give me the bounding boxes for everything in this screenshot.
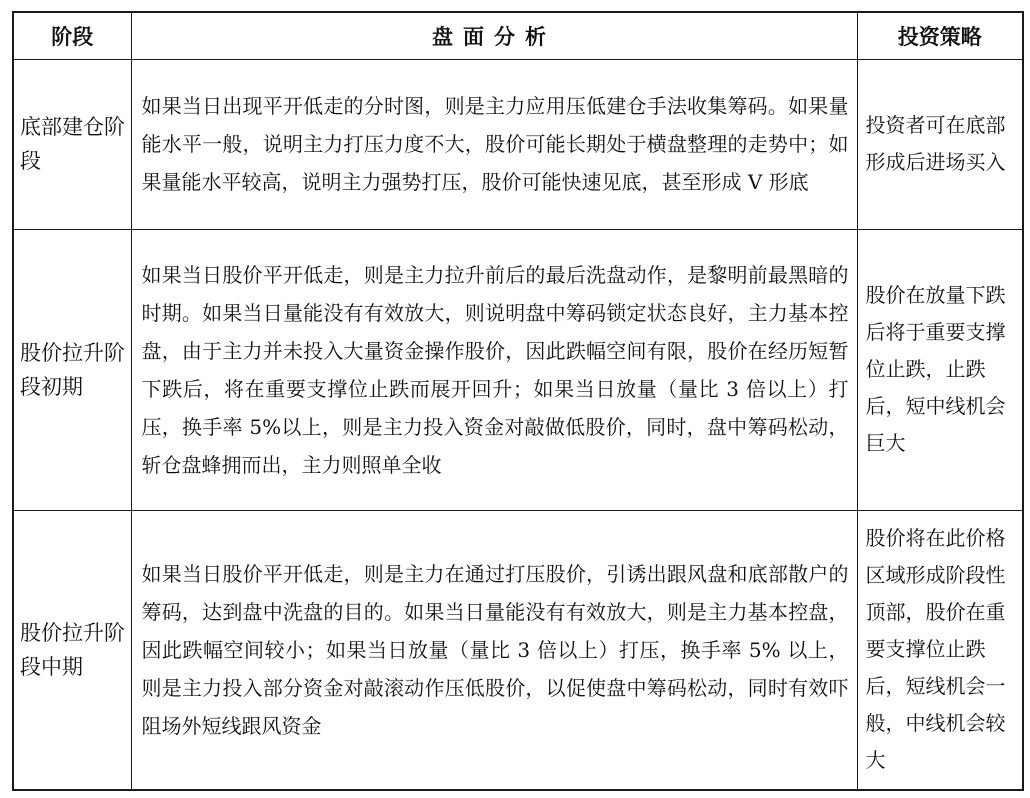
stage-cell: 股价拉升阶段中期 [13, 510, 131, 790]
table-row [13, 59, 1023, 229]
table-row [13, 229, 1023, 510]
stage-cell: 股价拉升阶段初期 [13, 229, 131, 510]
strategy-cell: 股价将在此价格区域形成阶段性顶部，股价在重要支撑位止跌后，短线机会一般，中线机会较大 [857, 510, 1023, 790]
stage-cell: 底部建仓阶段 [13, 59, 131, 229]
strategy-cell: 投资者可在底部形成后进场买入 [857, 59, 1023, 229]
header-analysis: 盘面分析 [131, 12, 857, 59]
strategy-cell: 股价在放量下跌后将于重要支撑位止跌，止跌后，短中线机会巨大 [857, 229, 1023, 510]
analysis-cell: 如果当日股价平开低走，则是主力在通过打压股价，引诱出跟风盘和底部散户的筹码，达到盘中洗盘的目的。如果当日量能没有有效放大，则是主力基本控盘，因此跌幅空间较小；如果当日放量（量比 3 倍以上）打压，换手率 5% 以上，则是主力投入部分资金对敲滚动作压低股价，以促使盘中筹码松动，同时有效吓阻场外短线跟风资金 [131, 510, 857, 790]
header-stage: 阶段 [13, 12, 131, 59]
stage-analysis-table [12, 11, 1024, 791]
table-header-row [13, 12, 1023, 59]
table-row [13, 510, 1023, 790]
analysis-cell: 如果当日股价平开低走，则是主力拉升前后的最后洗盘动作，是黎明前最黑暗的时期。如果当日量能没有有效放大，则说明盘中筹码锁定状态良好，主力基本控盘，由于主力并未投入大量资金操作股价，因此跌幅空间有限，股价在经历短暂下跌后，将在重要支撑位止跌而展开回升；如果当日放量（量比 3 倍以上）打压，换手率 5%以上，则是主力投入资金对敲做低股价，同时，盘中筹码松动，斩仓盘蜂拥而出，主力则照单全收 [131, 229, 857, 510]
analysis-cell: 如果当日出现平开低走的分时图，则是主力应用压低建仓手法收集筹码。如果量能水平一般，说明主力打压力度不大，股价可能长期处于横盘整理的走势中；如果量能水平较高，说明主力强势打压，股价可能快速见底，甚至形成 V 形底 [131, 59, 857, 229]
header-strategy: 投资策略 [857, 12, 1023, 59]
